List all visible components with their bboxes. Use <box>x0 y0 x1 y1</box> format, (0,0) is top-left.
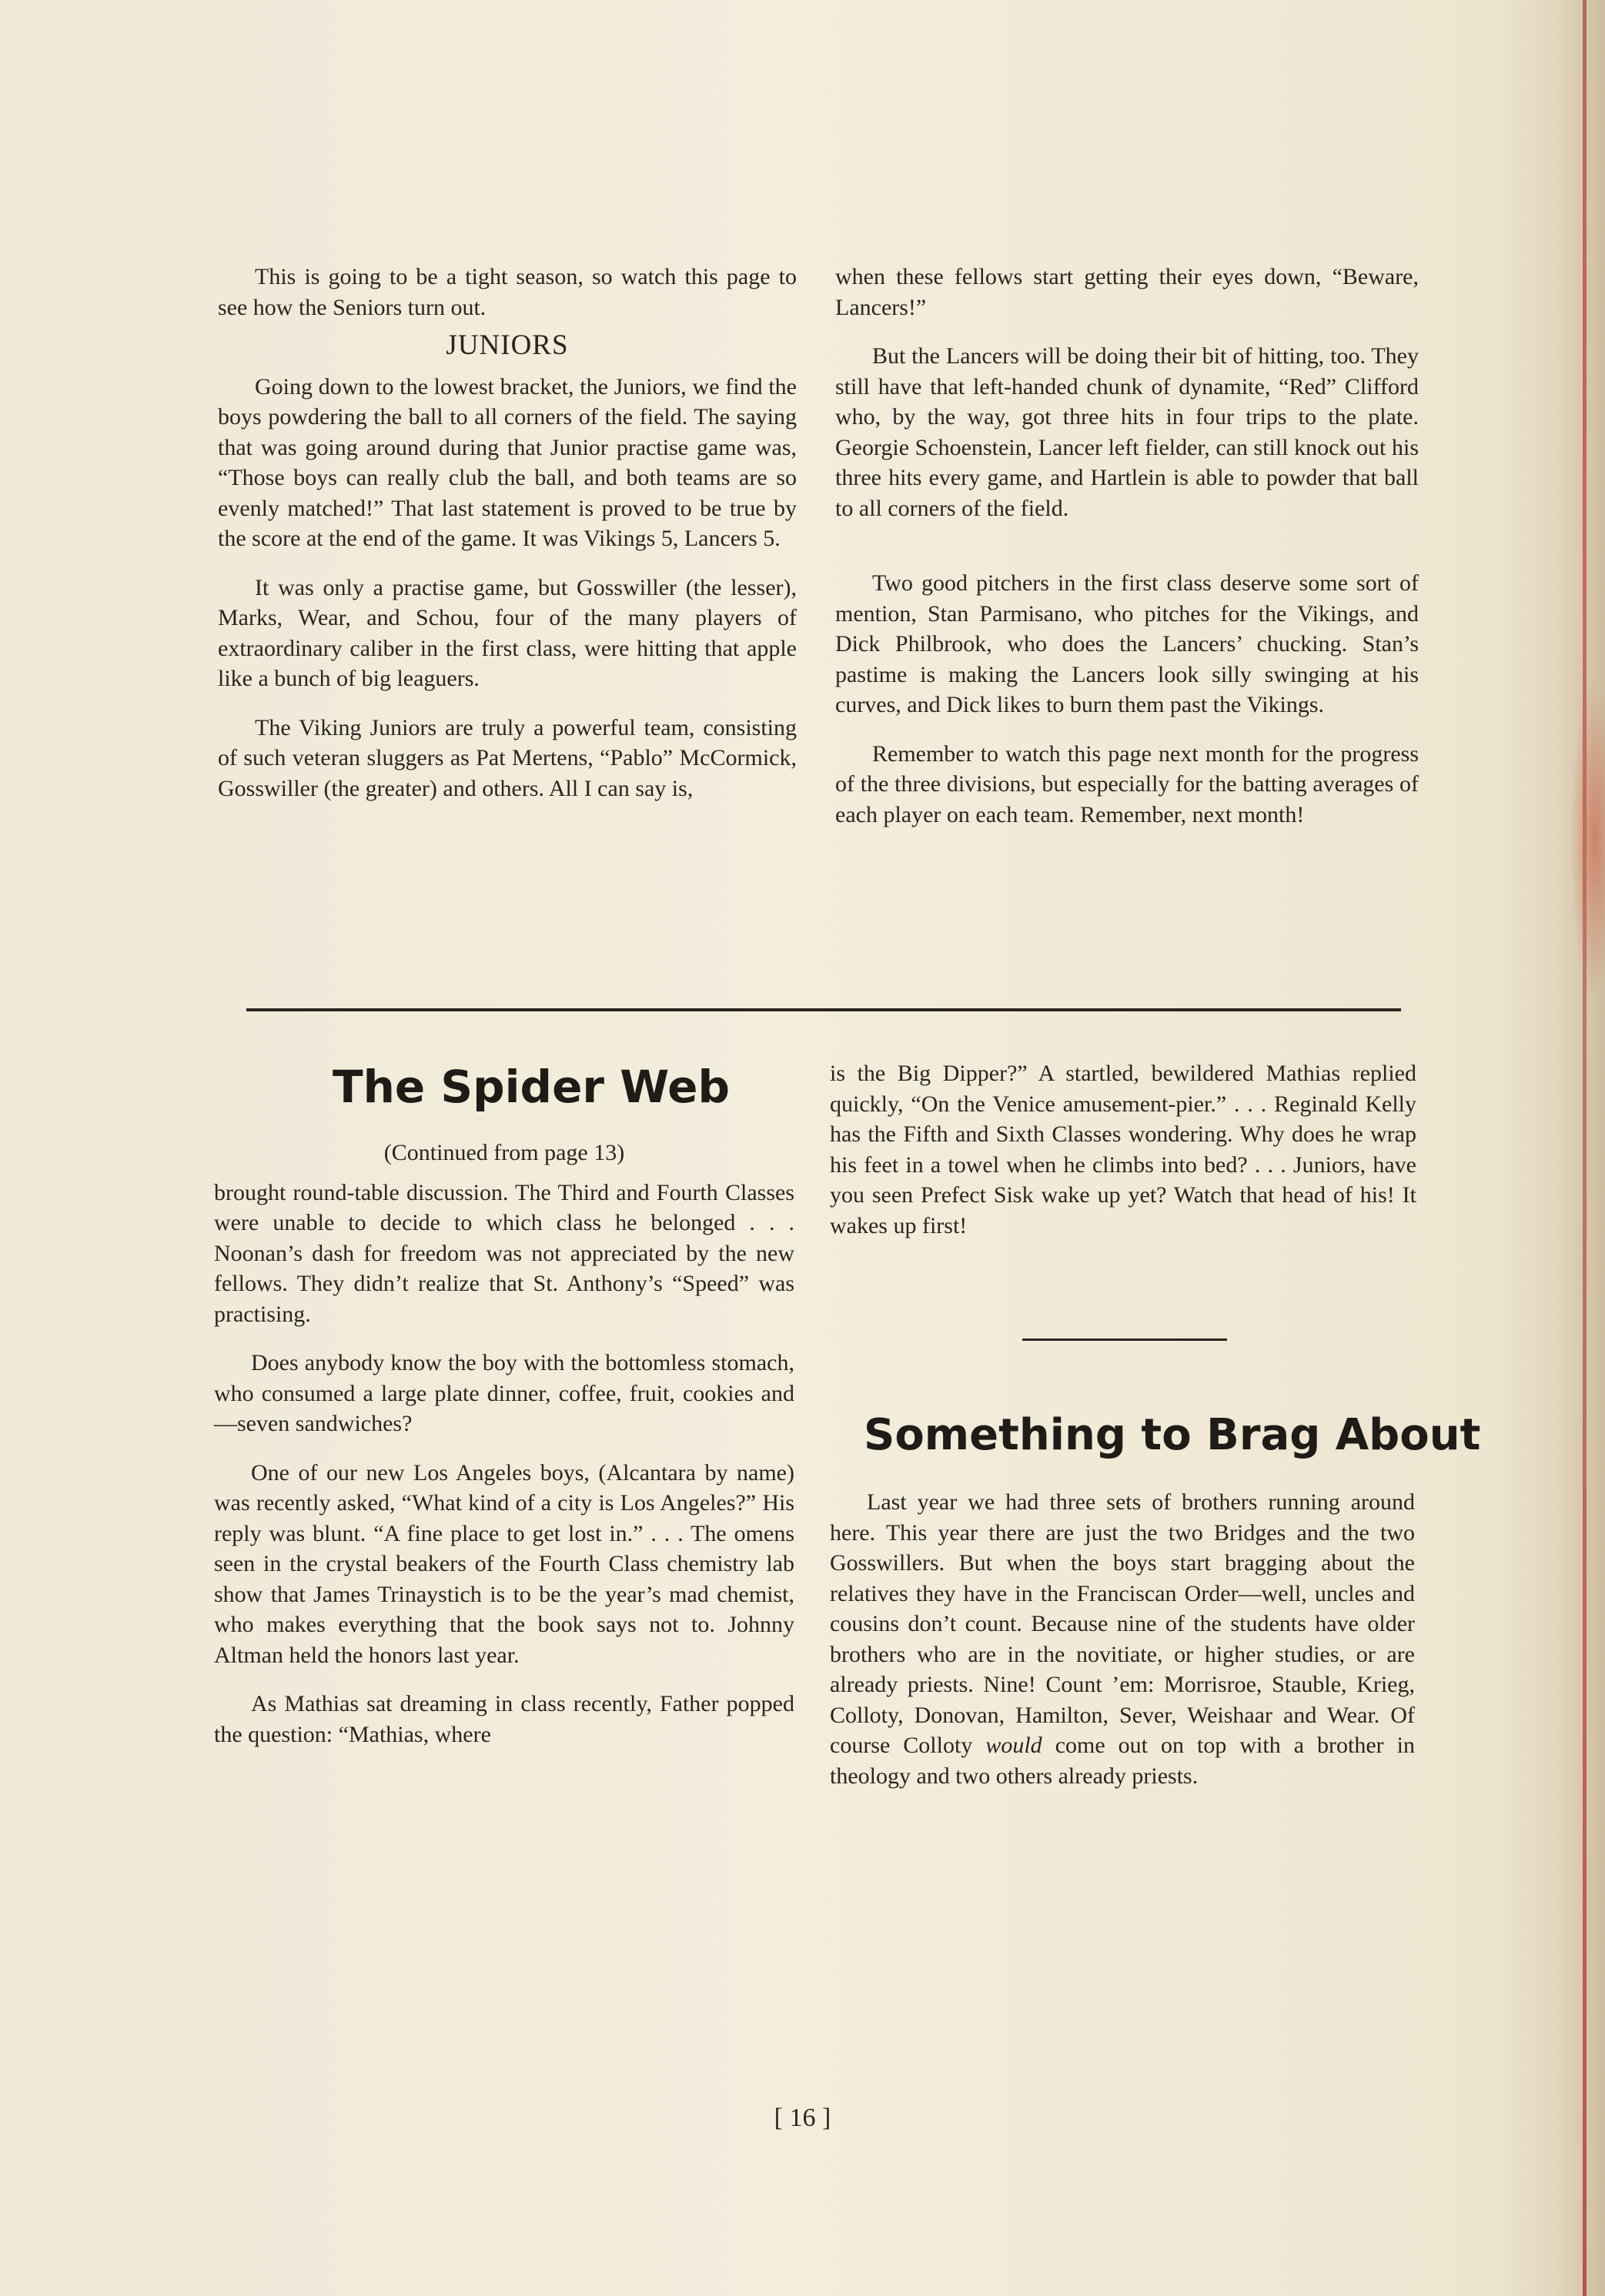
brag-title: Something to Brag About <box>864 1410 1481 1460</box>
spider-web-paragraph: As Mathias sat dreaming in class recently, Father popped the question: “Mathias, where <box>214 1691 794 1747</box>
continued-paragraph: when these fellows start getting their eyes down, “Beware, Lancers!” <box>835 264 1419 320</box>
spider-web-title: The Spider Web <box>333 1061 730 1113</box>
spider-web-paragraph: Does anybody know the boy with the bottomless stomach, who consumed a large plate dinner, coffee, fruit, cookies and—seven sandwiches? <box>214 1350 794 1436</box>
pitchers-paragraph: Two good pitchers in the first class deserve some sort of mention, Stan Parmisano, who pitches for the Vikings, and Dick Philbrook, who does the Lancers’ chucking. Stan’s pastime is making the Lancers look silly swinging at his curves, and Dick likes to burn them past the Vikings. <box>835 570 1419 717</box>
spider-web-left-column <box>214 1138 794 1750</box>
section-divider <box>246 1008 1401 1011</box>
page-edge <box>1583 0 1587 2296</box>
brag-paragraph <box>830 1487 1415 1791</box>
short-divider <box>1022 1338 1227 1341</box>
red-stain <box>1570 677 1605 1001</box>
continued-note: (Continued from page 13) <box>383 1140 625 1165</box>
seniors-closing-paragraph: This is going to be a tight season, so watch this page to see how the Seniors turn out. <box>218 264 797 320</box>
page-number: [ 16 ] <box>774 2104 831 2132</box>
spider-web-right-column <box>830 1058 1416 1241</box>
lancers-column <box>835 262 1419 830</box>
brag-text: come out on top with a brother in theology and two others already priests. <box>830 1733 1415 1789</box>
brag-text: Last year we had three sets of brothers running around here. This year there are just the two Bridges and the two Gosswillers. But when the boys start bragging about the relatives they have in the Franciscan Order—well, uncles and cousins don’t count. Because nine of the students have older brothers who are in the novitiate, or higher studies, or are already priests. Nine! Count ’em: Morrisroe, Stauble, Krieg, Colloty, Donovan, Hamilton, Sever, Weishaar and Wear. Of course Colloty <box>830 1489 1415 1758</box>
lancers-paragraph: But the Lancers will be doing their bit of hitting, too. They still have that left-handed chunk of dynamite, “Red” Clifford who, by the way, got three hits in four trips to the plate. Georgie Schoenstein, Lancer left fielder, can still knock out his three hits every game, and Hartlein is able to powder that ball to all corners of the field. <box>835 343 1419 521</box>
juniors-paragraph: The Viking Juniors are truly a powerful team, consisting of such veteran sluggers as Pat Mertens, “Pablo” McCormick, Gosswiller (the greater) and others. All I can say is, <box>218 714 797 801</box>
brag-emphasis: would <box>985 1733 1042 1758</box>
juniors-heading: JUNIORS <box>446 329 569 361</box>
spider-web-paragraph: is the Big Dipper?” A startled, bewildered Mathias replied quickly, “On the Venice amusement-pier.” . . . Reginald Kelly has the Fifth and Sixth Classes wondering. Why does he wrap his feet in a towel when he climbs into bed? . . . Juniors, have you seen Prefect Sisk wake up yet? Watch that head of his! It wakes up first! <box>830 1061 1416 1238</box>
brag-column <box>830 1487 1415 1791</box>
spider-web-paragraph: brought round-table discussion. The Third and Fourth Classes were unable to decide to which class he belonged . . . Noonan’s dash for freedom was not appreciated by the new fellows. They didn’t realize that St. Anthony’s “Speed” was practising. <box>214 1179 794 1327</box>
juniors-paragraph: Going down to the lowest bracket, the Juniors, we find the boys powdering the ball to all corners of the field. The saying that was going around during that Junior practise game was, “Those boys can really club the ball, and both teams are so evenly matched!” That last statement is proved to be true by the score at the end of the game. It was Vikings 5, Lancers 5. <box>218 373 797 551</box>
closing-paragraph: Remember to watch this page next month for the progress of the three divisions, but especially for the batting averages of each player on each team. Remember, next month! <box>835 740 1419 827</box>
juniors-column <box>218 262 797 804</box>
juniors-paragraph: It was only a practise game, but Gosswiller (the lesser), Marks, Wear, and Schou, four of the many players of extraordinary caliber in the first class, were hitting that apple like a bunch of big leaguers. <box>218 574 797 691</box>
spider-web-paragraph: One of our new Los Angeles boys, (Alcantara by name) was recently asked, “What kind of a city is Los Angeles?” His reply was blunt. “A fine place to get lost in.” . . . The omens seen in the crystal beakers of the Fourth Class chemistry lab show that James Trinaystich is to be the year’s mad chemist, who makes everything that the book says not to. Johnny Altman held the honors last year. <box>214 1459 794 1668</box>
